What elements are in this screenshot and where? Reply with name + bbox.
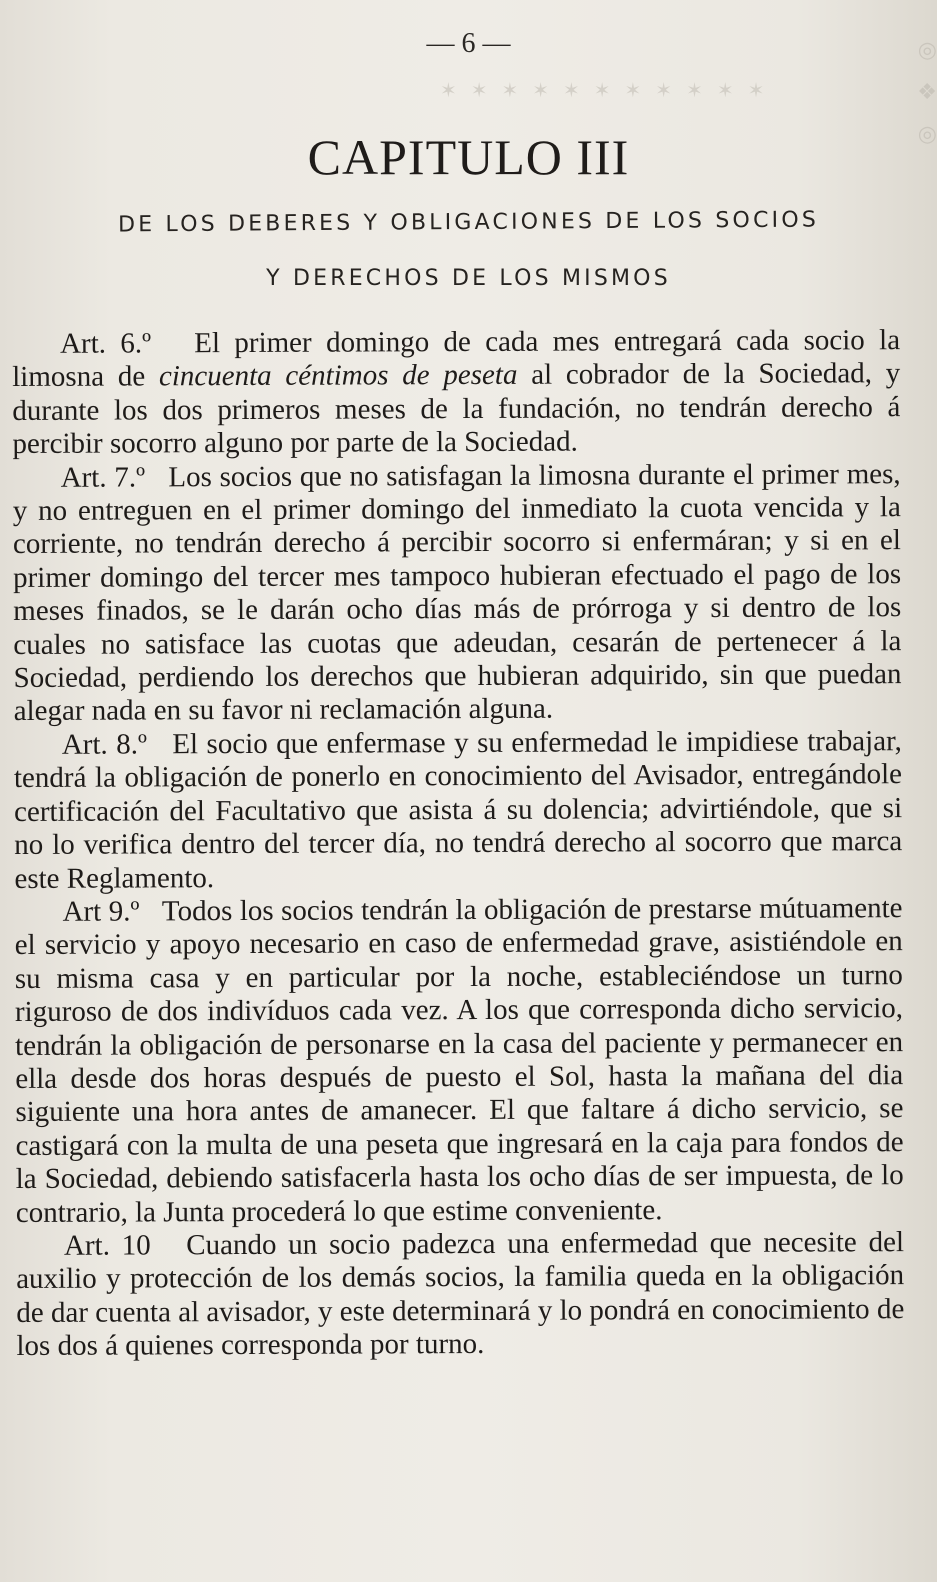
article-label: Art. 8.º <box>61 728 147 761</box>
article-emphasis: cincuenta céntimos de peseta <box>158 359 518 393</box>
chapter-subtitle-line-1: DE LOS DEBERES Y OBLIGACIONES DE LOS SOCIOS <box>117 207 820 238</box>
bleed-through-ornament: ◎ ❖ ◎ <box>917 38 937 147</box>
articles-body <box>12 324 905 1363</box>
chapter-title: CAPITULO III <box>307 129 630 185</box>
article-text: El socio que enfermase y su enfermedad le impidiese trabajar, tendrá la obligación de ponerlo en conocimiento del Avisador, entregándole certificación del Facultativo que asista á su dolencia; advirtiéndole, que si no lo verifica dentro del tercer día, no tendrá derecho al socorro que marca este Reglamento. <box>13 724 903 895</box>
article-label: Art. 10 <box>63 1229 151 1262</box>
article-text: El primer domingo de cada mes entregará cada socio la limosna de <box>12 324 901 394</box>
article-label: Art. 6.º <box>59 327 152 360</box>
page-number: — 6 — <box>426 28 511 59</box>
article-8 <box>14 725 903 896</box>
article-text: Cuando un socio padezca una enfermedad que necesite del auxilio y protección de los demás socios, la familia queda en la obligación de dar cuenta al avisador, y este determinará y lo pondrá en conocimiento de los dos á quienes corresponda por turno. <box>16 1226 905 1363</box>
chapter-subtitle-line-2: Y DERECHOS DE LOS MISMOS <box>266 266 671 291</box>
article-text: al cobrador de la Sociedad, y durante los dos primeros meses de la fundación, no tendrán derecho á percibir socorro alguno por parte de la Sociedad. <box>12 357 901 461</box>
article-text: Todos los socios tendrán la obligación de prestarse mútuamente el servicio y apoyo necesario en caso de enfermedad grave, asistiéndole en su misma casa y en particular por la noche, estableciéndose un turno riguroso de dos indivíduos cada vez. A los que corresponda dicho servicio, tendrán la obligación de personarse en la casa del paciente y permanecer en ella desde dos horas después de puesto el Sol, hasta la mañana del dia siguiente una hora antes de amanecer. El que faltare á dicho servicio, se castigará con la multa de una peseta que ingresará en la caja para fondos de la Sociedad, debiendo satisfacerla hasta los ocho días de ser impuesta, de lo contrario, la Junta procederá lo que estime conveniente. <box>14 892 904 1229</box>
article-6 <box>12 324 901 461</box>
article-label: Art 9.º <box>62 895 140 928</box>
bleed-through-border: ✶✶✶✶✶✶✶✶✶✶✶ <box>440 78 779 102</box>
article-text: Los socios que no satisfagan la limosna durante el primer mes, y no entreguen en el primer domingo del inmediato la cuota vencida y la corriente, no tendrán derecho á percibir socorro si enfermáran; y si en el primer domingo del tercer mes tampoco hubieran efectuado el pago de los meses finados, se le darán ocho días más de prórroga y si dentro de los cuales no satisface las cuotas que adeudan, cesarán de pertenecer á la Sociedad, perdiendo los derechos que hubieran adquirido, sin que puedan alegar nada en su favor ni reclamación alguna. <box>12 457 902 728</box>
article-10 <box>16 1226 905 1363</box>
article-label: Art. 7.º <box>60 461 146 494</box>
article-9 <box>14 892 903 1230</box>
article-7 <box>13 458 902 729</box>
